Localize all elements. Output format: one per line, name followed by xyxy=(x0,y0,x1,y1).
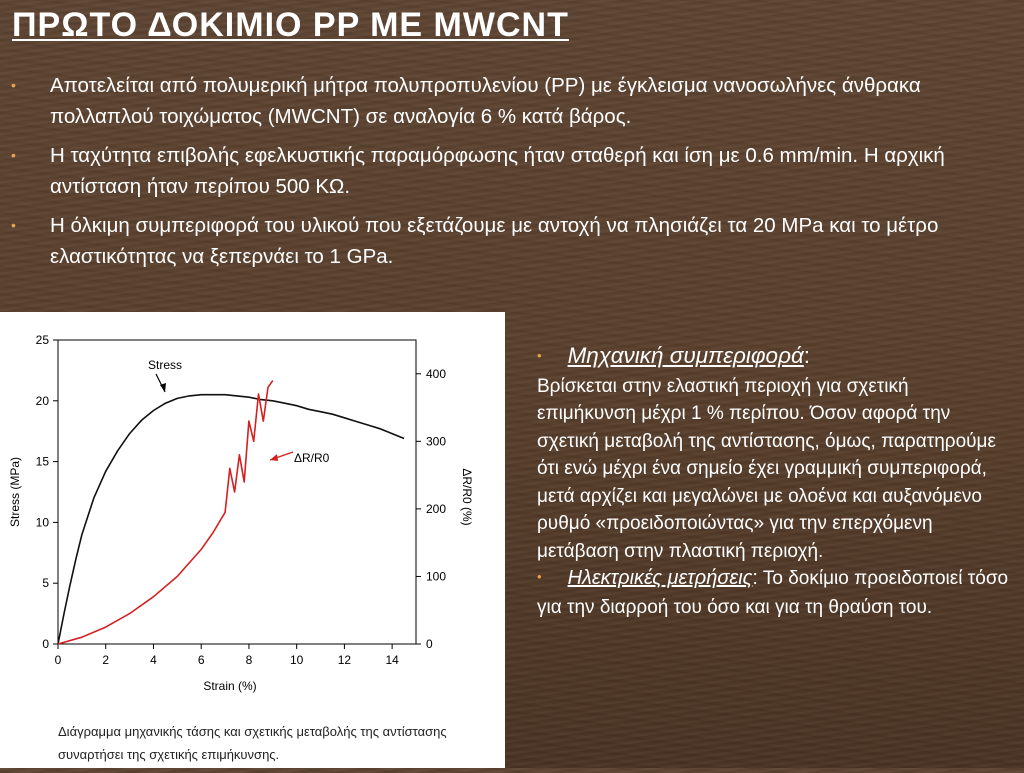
x-tick-label: 2 xyxy=(102,653,110,667)
resistance-series-line xyxy=(58,381,273,645)
electrical-text: Το δοκίμιο προειδοποιεί τόσο για την διαρροή του όσο και για τη θραύση του. xyxy=(537,568,1009,618)
mechanical-heading: Μηχανική συμπεριφορά xyxy=(567,343,804,368)
x-tick-label: 0 xyxy=(54,653,62,667)
heading-colon: : xyxy=(752,567,758,589)
bullet-dot-icon: • xyxy=(537,348,542,363)
x-tick-label: 6 xyxy=(197,653,205,667)
right-text-column xyxy=(537,342,1012,621)
y2-tick-label: 400 xyxy=(426,366,447,381)
y-axis-label: Stress (MPa) xyxy=(8,456,22,528)
y2-tick-label: 0 xyxy=(426,637,433,651)
stress-resistance-chart xyxy=(0,312,505,768)
bullet-list xyxy=(0,70,1010,280)
bullet-text: Αποτελείται από πολυμερική μήτρα πολυπροπυλενίου (PP) με έγκλεισμα νανοσωλήνες άνθρακα πολλαπλού τοιχώματος (MWCNT) σε αναλογία 6 % κατά βάρος. xyxy=(50,74,921,128)
y-tick-label: 10 xyxy=(35,515,49,530)
bullet-item xyxy=(0,70,1010,132)
bullet-item xyxy=(0,210,1010,272)
plot-frame xyxy=(58,340,416,644)
y2-axis-label: ΔR/R0 (%) xyxy=(460,468,474,526)
mechanical-text: Βρίσκεται στην ελαστική περιοχή για σχετική επιμήκυνση μέχρι 1 % περίπου. Όσον αφορά την σχετική μεταβολή της αντίστασης, όμως, παρατηρούμε ότι ενώ μέχρι ένα σημείο έχει γραμμική συμπεριφορά, μετά αρχίζει και μεγαλώνει με ολοένα και αυξανόμενο ρυθμό «προειδοποιώντας» για την επερχόμενη μετάβαση στην πλαστική περιοχή. xyxy=(537,375,996,562)
electrical-section xyxy=(537,565,1012,621)
x-tick-label: 8 xyxy=(245,653,253,667)
x-axis-label: Strain (%) xyxy=(203,679,257,693)
x-tick-label: 10 xyxy=(289,653,304,667)
x-tick-label: 12 xyxy=(337,653,352,667)
y2-tick-label: 100 xyxy=(426,569,447,584)
slide-title: ΠΡΩΤΟ ΔΟΚΙΜΙΟ PP ΜΕ MWCNT xyxy=(12,6,569,44)
y-tick-label: 5 xyxy=(42,576,49,591)
bullet-dot-icon: • xyxy=(11,147,16,163)
x-tick-label: 4 xyxy=(150,653,157,667)
bullet-dot-icon: • xyxy=(11,217,16,233)
y-tick-label: 20 xyxy=(35,393,49,408)
figure-caption: Διάγραμμα μηχανικής τάσης και σχετικής μεταβολής της αντίστασης συναρτήσει της σχετικής επιμήκυνσης. xyxy=(58,724,447,762)
electrical-heading: Ηλεκτρικές μετρήσεις xyxy=(567,567,753,589)
chart-panel xyxy=(0,312,505,768)
y2-tick-label: 300 xyxy=(426,434,447,449)
stress-annotation-label: Stress xyxy=(148,358,183,372)
y2-tick-label: 200 xyxy=(426,501,447,516)
resistance-arrowhead-icon xyxy=(270,454,278,461)
bullet-item xyxy=(0,140,1010,202)
stress-series-line xyxy=(58,395,404,644)
bullet-text: Η ταχύτητα επιβολής εφελκυστικής παραμόρφωσης ήταν σταθερή και ίση με 0.6 mm/min. Η αρχική αντίσταση ήταν περίπου 500 KΩ. xyxy=(50,144,945,198)
heading-colon: : xyxy=(803,343,811,368)
resistance-annotation-label: ΔR/R0 xyxy=(294,451,330,465)
y-tick-label: 0 xyxy=(42,637,49,651)
bullet-dot-icon: • xyxy=(537,569,542,584)
x-tick-label: 14 xyxy=(385,653,399,667)
y-tick-label: 15 xyxy=(35,454,49,469)
y-tick-label: 25 xyxy=(35,333,49,347)
mechanical-section xyxy=(537,342,1012,565)
bullet-text: Η όλκιμη συμπεριφορά του υλικού που εξετάζουμε με αντοχή να πλησιάζει τα 20 MPa και το μέτρο ελαστικότητας να ξεπερνάει το 1 GPa. xyxy=(50,214,939,268)
bullet-dot-icon: • xyxy=(11,77,16,93)
